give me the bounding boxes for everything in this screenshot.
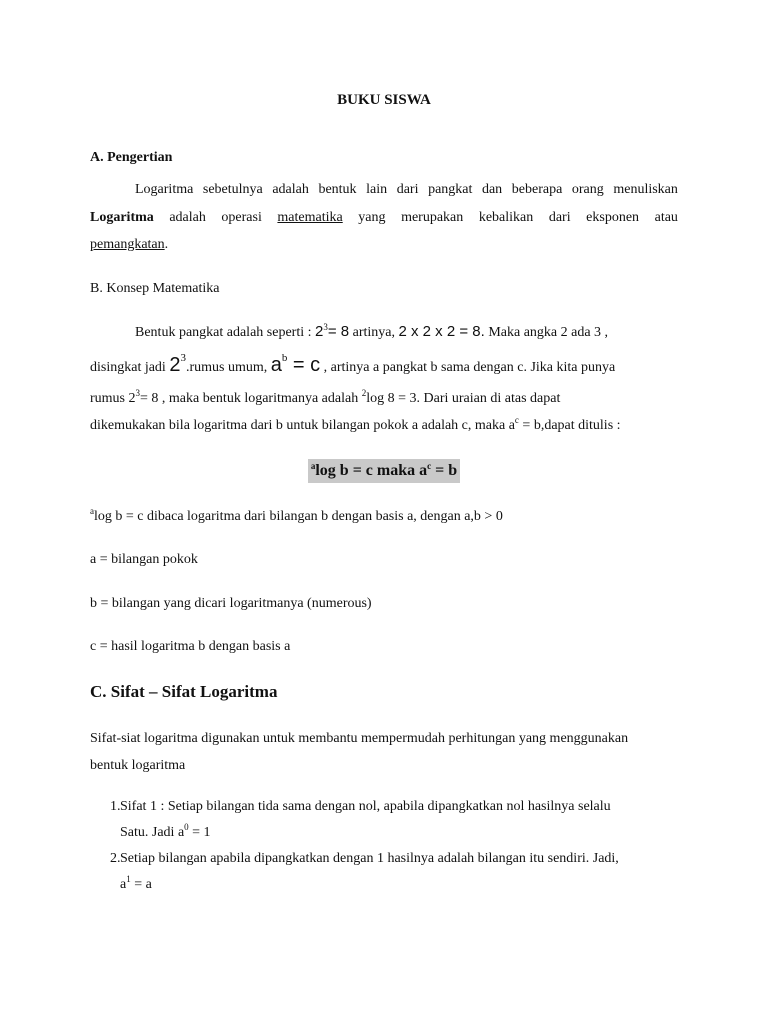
word: yang xyxy=(358,210,386,225)
list-item-1-line-2 xyxy=(120,823,678,843)
text: Bentuk pangkat adalah seperti : xyxy=(135,325,315,340)
power-exponent: 3 xyxy=(323,322,328,332)
section-a-paragraph-line-2 xyxy=(90,208,678,228)
text: rumus 2 xyxy=(90,391,136,406)
section-b-heading: B. Konsep Matematika xyxy=(90,281,220,296)
text: artinya, xyxy=(349,325,399,340)
word: eksponen xyxy=(586,210,640,225)
text: .rumus umum, xyxy=(185,360,271,375)
log-base: 2 xyxy=(361,388,367,398)
log-base: a xyxy=(310,461,316,471)
exponent: c xyxy=(514,415,519,425)
word: bentuk xyxy=(318,182,357,197)
section-a-paragraph-line-1 xyxy=(135,180,678,200)
section-b-line-2 xyxy=(90,352,678,378)
list-item-1-line-1: Sifat 1 : Setiap bilangan tida sama dengan nol, apabila dipangkatkan nol hasilnya selalu xyxy=(120,799,611,814)
word: merupakan xyxy=(401,210,464,225)
c-definition: c = hasil logaritma b dengan basis a xyxy=(90,639,291,654)
multiplication-expression: 2 x 2 x 2 = 8. xyxy=(398,323,485,340)
power-base: 2 xyxy=(315,323,324,340)
word: operasi xyxy=(221,210,262,225)
log-base: a xyxy=(90,506,94,516)
log-definition xyxy=(90,507,678,527)
section-b-line-4 xyxy=(90,416,678,436)
word: pangkat xyxy=(428,182,473,197)
word: menuliskan xyxy=(613,182,678,197)
text: Maka angka 2 ada 3 , xyxy=(484,325,609,340)
word: adalah xyxy=(272,182,309,197)
section-a-heading: A. Pengertian xyxy=(90,150,173,165)
list-number: 2. xyxy=(110,851,121,866)
exponent: 0 xyxy=(184,822,189,832)
text: = 1 xyxy=(188,825,211,840)
highlighted-formula xyxy=(308,459,460,483)
section-c-intro-line-1: Sifat-siat logaritma digunakan untuk membantu mempermudah perhitungan yang menggunakan xyxy=(90,731,629,746)
word: adalah xyxy=(169,210,206,225)
section-c-intro-line-2: bentuk logaritma xyxy=(90,758,186,773)
formula-text: log b = c maka a xyxy=(315,462,428,479)
text: Satu. Jadi a xyxy=(120,825,185,840)
period: . xyxy=(164,237,169,252)
pemangkatan-link[interactable]: pemangkatan xyxy=(90,237,165,252)
word: kebalikan xyxy=(478,210,534,225)
power-base: 2 xyxy=(169,354,181,376)
word: sebetulnya xyxy=(202,182,263,197)
list-number: 1. xyxy=(110,799,121,814)
word: Logaritma xyxy=(135,182,194,197)
word: lain xyxy=(366,182,388,197)
word: dan xyxy=(481,182,503,197)
text: = 8 , maka bentuk logaritmanya adalah xyxy=(140,391,362,406)
word: orang xyxy=(571,182,604,197)
word: beberapa xyxy=(511,182,563,197)
text: a xyxy=(120,877,127,892)
text: log b = c dibaca logaritma dari bilangan b dengan basis a, dengan a,b > 0 xyxy=(94,509,503,524)
general-formula-base: a xyxy=(270,354,282,376)
text: , artinya a pangkat b sama dengan c. Jika kita punya xyxy=(320,360,616,375)
power-exponent: 3 xyxy=(135,388,140,398)
power-result: = 8 xyxy=(327,323,350,340)
text: disingkat jadi xyxy=(90,360,170,375)
bold-term: Logaritma xyxy=(90,210,154,225)
exponent: 1 xyxy=(126,874,131,884)
section-b-line-1 xyxy=(135,322,678,343)
word: dari xyxy=(396,182,419,197)
word: dari xyxy=(548,210,571,225)
section-b-line-3 xyxy=(90,389,678,409)
section-a-paragraph-line-3 xyxy=(90,235,678,255)
text: = a xyxy=(130,877,152,892)
list-item-2-line-1: Setiap bilangan apabila dipangkatkan dengan 1 hasilnya adalah bilangan itu sendiri. Jadi, xyxy=(120,851,619,866)
formula-text: = b xyxy=(431,462,458,479)
b-definition: b = bilangan yang dicari logaritmanya (numerous) xyxy=(90,596,372,611)
text: = b,dapat ditulis : xyxy=(518,418,621,433)
text: log 8 = 3. Dari uraian di atas dapat xyxy=(366,391,561,406)
list-item-2-line-2 xyxy=(120,875,678,895)
a-definition: a = bilangan pokok xyxy=(90,552,198,567)
log-formula-box xyxy=(0,459,768,483)
section-c-heading: C. Sifat – Sifat Logaritma xyxy=(90,682,278,701)
general-formula-exponent: b xyxy=(281,352,288,364)
exponent: c xyxy=(427,461,432,471)
word: atau xyxy=(654,210,678,225)
page-title: BUKU SISWA xyxy=(337,92,431,108)
power-exponent: 3 xyxy=(180,352,186,364)
text: dikemukakan bila logaritma dari b untuk bilangan pokok a adalah c, maka a xyxy=(90,418,515,433)
matematika-link[interactable]: matematika xyxy=(277,210,343,225)
general-formula-result: = c xyxy=(287,354,321,376)
